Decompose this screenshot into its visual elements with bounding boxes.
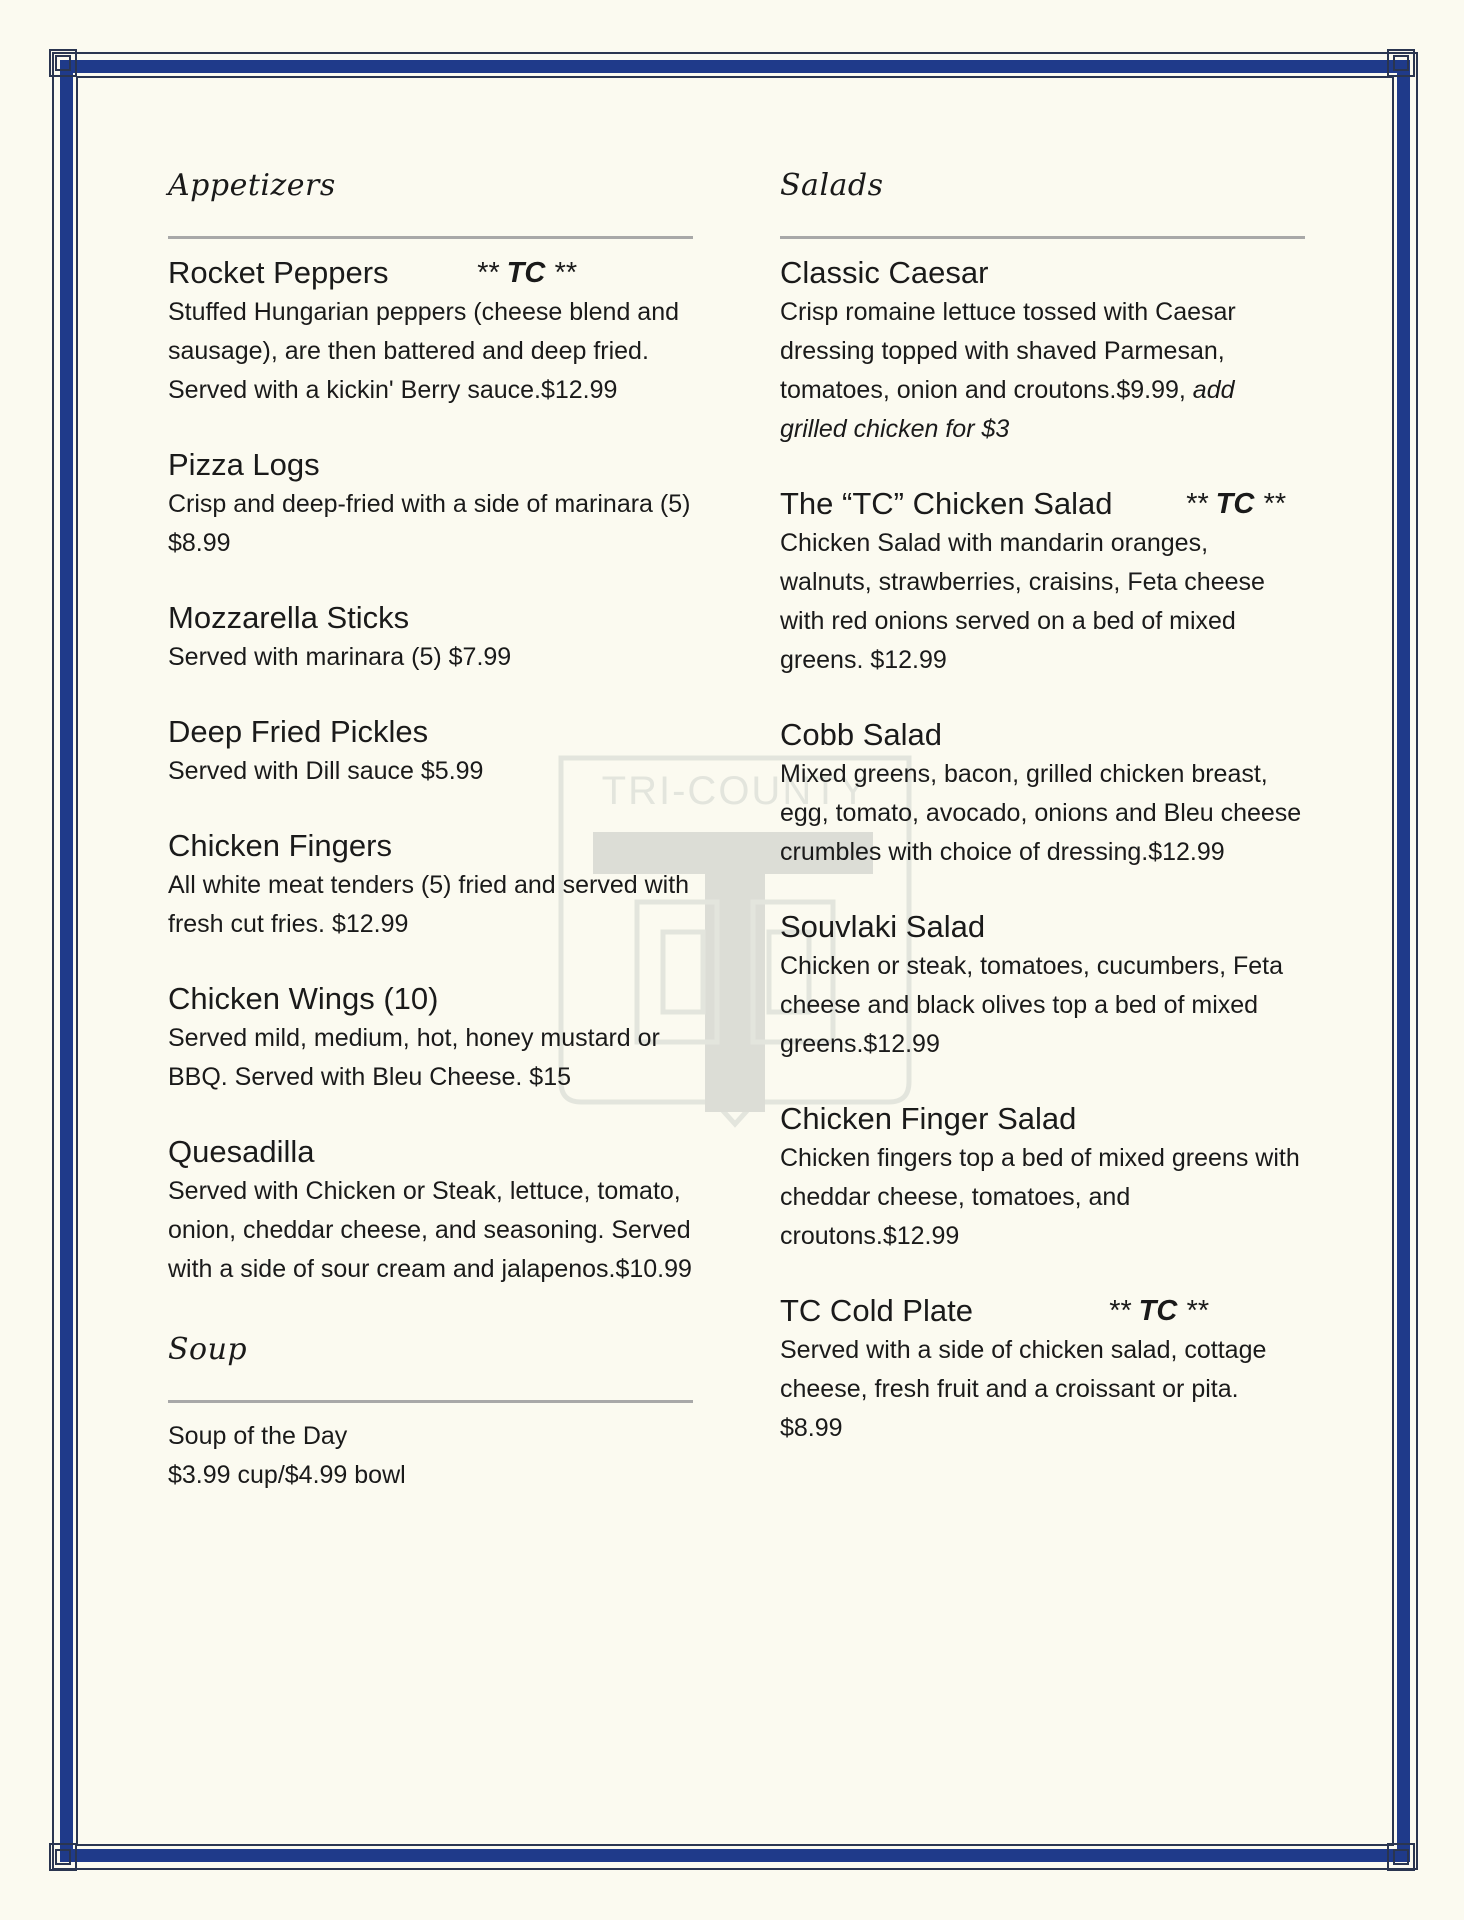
menu-item-pizza-logs	[168, 445, 693, 563]
section-divider	[168, 1400, 693, 1403]
corner-ornament-icon	[1384, 46, 1418, 80]
menu-item-description: Stuffed Hungarian peppers (cheese blend and sausage), are then battered and deep fried. Served with a kickin' Berry sauce.$12.99	[168, 298, 680, 404]
appetizers-column	[168, 160, 693, 1495]
soup-of-the-day	[168, 1417, 693, 1495]
menu-item-name: Chicken Finger Salad	[780, 1101, 1077, 1136]
menu-item-description: Chicken Salad with mandarin oranges, walnuts, strawberries, craisins, Feta cheese with red onions served on a bed of mixed greens. $12.99	[780, 529, 1265, 674]
menu-item-description: Chicken fingers top a bed of mixed greens with cheddar cheese, tomatoes, and croutons.$12.99	[780, 1144, 1300, 1250]
menu-item-name: Cobb Salad	[780, 717, 943, 752]
menu-item-name: Chicken Wings (10)	[168, 981, 439, 1016]
tc-signature-tag: ** TC **	[1108, 1295, 1208, 1327]
menu-item-description: Chicken or steak, tomatoes, cucumbers, Feta cheese and black olives top a bed of mixed greens.$12.99	[780, 952, 1283, 1058]
menu-item-description: Served with a side of chicken salad, cottage cheese, fresh fruit and a croissant or pita. $8.99	[780, 1336, 1267, 1442]
menu-item-chicken-fingers	[168, 826, 693, 944]
menu-item-name: Rocket Peppers	[168, 255, 389, 290]
menu-item-description: Crisp romaine lettuce tossed with Caesar dressing topped with shaved Parmesan, tomatoes, onion and croutons.$9.99, add grilled chicken for $3	[780, 298, 1236, 443]
menu-item-name: The “TC” Chicken Salad	[780, 486, 1113, 521]
menu-item-description: Crisp and deep-fried with a side of marinara (5) $8.99	[168, 490, 691, 557]
menu-item-chicken-wings	[168, 979, 693, 1097]
soup-heading: Soup	[168, 1332, 248, 1367]
menu-item-name: Mozzarella Sticks	[168, 600, 410, 635]
menu-item-rocket-peppers	[168, 253, 693, 410]
menu-item-name: Classic Caesar	[780, 255, 989, 290]
soup-name: Soup of the Day	[168, 1422, 348, 1450]
svg-text:TRI-COUNTY: TRI-COUNTY	[601, 769, 869, 813]
salads-heading: Salads	[780, 168, 884, 203]
menu-item-tc-chicken-salad	[780, 484, 1305, 680]
menu-item-name: Souvlaki Salad	[780, 909, 986, 944]
menu-item-classic-caesar	[780, 253, 1305, 449]
menu-item-description: Mixed greens, bacon, grilled chicken breast, egg, tomato, avocado, onions and Bleu cheese crumbles with choice of dressing.$12.99	[780, 760, 1302, 866]
menu-item-name: Pizza Logs	[168, 447, 320, 482]
menu-item-cobb-salad	[780, 715, 1305, 872]
salads-column	[780, 160, 1305, 1483]
menu-item-description: Served with Chicken or Steak, lettuce, tomato, onion, cheddar cheese, and seasoning. Served with a side of sour cream and jalapenos.$10.99	[168, 1177, 692, 1283]
corner-ornament-icon	[46, 1840, 80, 1874]
menu-item-name: Chicken Fingers	[168, 828, 392, 863]
menu-item-description: Served with marinara (5) $7.99	[168, 643, 512, 671]
menu-item-quesadilla	[168, 1132, 693, 1289]
tc-signature-tag: ** TC **	[476, 257, 576, 289]
tc-signature-tag: ** TC **	[1185, 488, 1285, 520]
menu-item-description: Served with Dill sauce $5.99	[168, 757, 484, 785]
section-divider	[780, 236, 1305, 239]
menu-item-description: Served mild, medium, hot, honey mustard or BBQ. Served with Bleu Cheese. $15	[168, 1024, 660, 1091]
menu-item-deep-fried-pickles	[168, 712, 693, 791]
corner-ornament-icon	[46, 46, 80, 80]
add-chicken-note: add grilled chicken for $3	[780, 376, 1235, 443]
menu-item-tc-cold-plate	[780, 1291, 1305, 1448]
appetizers-heading: Appetizers	[168, 168, 336, 203]
corner-ornament-icon	[1384, 1840, 1418, 1874]
menu-item-name: TC Cold Plate	[780, 1293, 973, 1328]
menu-item-name: Quesadilla	[168, 1134, 315, 1169]
menu-item-chicken-finger-salad	[780, 1099, 1305, 1256]
menu-item-name: Deep Fried Pickles	[168, 714, 429, 749]
menu-item-mozzarella-sticks	[168, 598, 693, 677]
menu-item-description: All white meat tenders (5) fried and served with fresh cut fries. $12.99	[168, 871, 690, 938]
soup-price: $3.99 cup/$4.99 bowl	[168, 1461, 406, 1489]
section-divider	[168, 236, 693, 239]
menu-item-souvlaki-salad	[780, 907, 1305, 1064]
